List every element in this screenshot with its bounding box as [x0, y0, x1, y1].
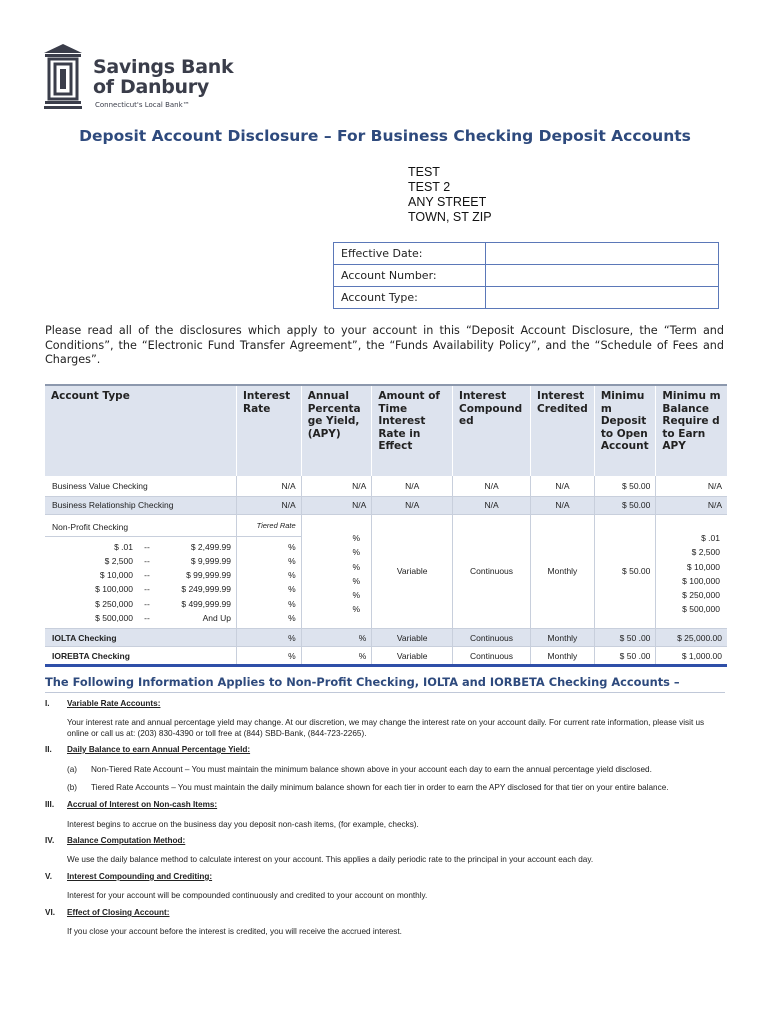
- tier-apy: %: [352, 604, 360, 615]
- table-cell: $ 50 .00: [594, 647, 656, 666]
- tier-range: [50, 540, 231, 554]
- table-cell: N/A: [237, 476, 302, 496]
- table-cell: $ 1,000.00: [656, 647, 727, 666]
- tier-apy: %: [352, 561, 360, 572]
- section-2b-body: Tiered Rate Accounts – You must maintain the daily minimum balance shown for each tier in order to earn the APY disclosed for that tier on your entire balance.: [91, 783, 669, 792]
- tier-dash: --: [144, 541, 150, 552]
- table-cell: Non-Profit Checking: [45, 514, 237, 536]
- table-row: [45, 476, 727, 496]
- col-header: Minimu m Deposit to Open Account: [594, 385, 656, 476]
- section-6-body: If you close your account before the interest is credited, you will receive the accrued interest.: [67, 927, 402, 936]
- tier-min-balance: $ 10,000: [686, 561, 720, 572]
- table-cell: Business Relationship Checking: [45, 496, 237, 514]
- tier-min-balance: $ .01: [701, 533, 720, 543]
- mailing-address: [408, 165, 492, 225]
- effective-date-label: Effective Date:: [334, 243, 486, 265]
- table-row: [45, 629, 727, 647]
- effective-date-value: [486, 243, 719, 265]
- address-line: TEST 2: [408, 180, 451, 194]
- section-1-heading: [45, 699, 725, 711]
- table-cell: N/A: [237, 496, 302, 514]
- section-title: Effect of Closing Account:: [67, 908, 170, 917]
- section-2-heading: [45, 745, 725, 757]
- item-label: (a): [67, 765, 78, 774]
- tier-apy-column: [340, 531, 360, 617]
- section-5-heading: [45, 872, 725, 884]
- table-cell: N/A: [372, 496, 453, 514]
- tier-min-balance: $ 100,000: [682, 575, 720, 586]
- tier-high: $ 99,999.99: [186, 570, 231, 581]
- section-1-body: Your interest rate and annual percentage yield may change. At our discretion, we may change the interest rate on your account daily. For current rate information, please visit us online or call us at: (203) 830-4390 or toll free at (844) SBD-Bank, (844-723-2265).: [67, 718, 705, 738]
- table-cell: Tiered Rate: [237, 514, 302, 536]
- table-cell: Variable: [372, 514, 453, 629]
- bank-building-icon: [44, 44, 82, 110]
- table-cell: N/A: [453, 496, 531, 514]
- account-info-box: [333, 242, 719, 309]
- table-cell: %: [301, 647, 372, 666]
- section-title: Interest Compounding and Crediting:: [67, 872, 213, 881]
- table-cell: Variable: [372, 629, 453, 647]
- table-cell: $ 50.00: [594, 496, 656, 514]
- table-cell: Business Value Checking: [45, 476, 237, 496]
- section-number: V.: [45, 872, 52, 881]
- table-cell: [45, 536, 237, 629]
- rates-table: [45, 384, 727, 667]
- tier-apy: %: [352, 590, 360, 601]
- table-row: [45, 496, 727, 514]
- section-4-heading: [45, 836, 725, 848]
- tier-range: [50, 582, 231, 596]
- section-number: IV.: [45, 836, 55, 845]
- table-cell: Continuous: [453, 629, 531, 647]
- tier-range: [50, 611, 231, 625]
- col-header: Interest Credited: [531, 385, 595, 476]
- tier-high: $ 9,999.99: [190, 555, 231, 566]
- table-cell: $ 50.00: [594, 476, 656, 496]
- heading-divider: [45, 692, 725, 693]
- tier-rate: %: [288, 612, 296, 623]
- table-cell: N/A: [531, 476, 595, 496]
- table-cell: %: [237, 629, 302, 647]
- table-cell: [237, 536, 302, 629]
- table-header-row: [45, 385, 727, 476]
- col-header: Interest Rate: [237, 385, 302, 476]
- col-header: Minimu m Balance Require d to Earn APY: [656, 385, 727, 476]
- section-3-heading: [45, 800, 725, 812]
- tier-rate: %: [288, 570, 296, 581]
- section-number: VI.: [45, 908, 56, 917]
- account-number-value: [486, 265, 719, 287]
- logo-line-1: Savings Bank: [93, 56, 234, 78]
- page-title: Deposit Account Disclosure – For Business Checking Deposit Accounts: [79, 127, 691, 145]
- table-cell: Monthly: [531, 629, 595, 647]
- tier-rate: %: [288, 584, 296, 595]
- table-cell: [301, 514, 372, 629]
- table-cell: N/A: [301, 476, 372, 496]
- table-cell: $ 50 .00: [594, 629, 656, 647]
- logo-tagline: Connecticut's Local Bank™: [95, 101, 190, 109]
- address-line: TEST: [408, 165, 440, 179]
- table-row: [45, 514, 727, 536]
- account-type-row: [334, 287, 719, 309]
- tier-high: $ 2,499.99: [190, 541, 231, 552]
- account-type-label: Account Type:: [334, 287, 486, 309]
- table-cell: Monthly: [531, 647, 595, 666]
- col-header: Interest Compound ed: [453, 385, 531, 476]
- tier-low: $ 500,000: [95, 612, 133, 623]
- tier-high: $ 499,999.99: [181, 598, 231, 609]
- col-header: Account Type: [45, 385, 237, 476]
- table-cell: IOREBTA Checking: [45, 647, 237, 666]
- table-cell: $ 50.00: [594, 514, 656, 629]
- table-cell: N/A: [656, 496, 727, 514]
- tier-low: $ 10,000: [99, 570, 133, 581]
- section-2a-body: Non-Tiered Rate Account – You must maintain the minimum balance shown above in your account each day to earn the annual percentage yield disclosed.: [91, 765, 652, 774]
- tier-range: [50, 568, 231, 582]
- table-cell: N/A: [301, 496, 372, 514]
- table-cell: N/A: [372, 476, 453, 496]
- tier-rate: %: [288, 555, 296, 566]
- tier-rate: %: [288, 541, 296, 552]
- section-6-heading: [45, 908, 725, 920]
- table-cell: $ 25,000.00: [656, 629, 727, 647]
- table-cell: N/A: [656, 476, 727, 496]
- section-title: Variable Rate Accounts:: [67, 699, 161, 708]
- tier-dash: --: [144, 584, 150, 595]
- section-4-body: We use the daily balance method to calculate interest on your account. This applies a daily periodic rate to the principal in your account each day.: [67, 855, 594, 864]
- logo-wordmark: [93, 57, 233, 97]
- section-number: I.: [45, 699, 50, 708]
- tier-low: $ 250,000: [95, 598, 133, 609]
- tier-apy: %: [352, 547, 360, 558]
- table-cell: N/A: [453, 476, 531, 496]
- section-title: Balance Computation Method:: [67, 836, 186, 845]
- col-header: Amount of Time Interest Rate in Effect: [372, 385, 453, 476]
- effective-date-row: [334, 243, 719, 265]
- tier-high: $ 249,999.99: [181, 584, 231, 595]
- tier-low: $ 100,000: [95, 584, 133, 595]
- tier-dash: --: [144, 570, 150, 581]
- address-line: TOWN, ST ZIP: [408, 210, 492, 224]
- section-3-body: Interest begins to accrue on the business day you deposit non-cash items, (for example, checks).: [67, 820, 419, 829]
- account-type-value: [486, 287, 719, 309]
- tier-dash: --: [144, 555, 150, 566]
- tier-dash: --: [144, 612, 150, 623]
- table-cell: Continuous: [453, 514, 531, 629]
- tier-range: [50, 597, 231, 611]
- tier-dash: --: [144, 598, 150, 609]
- tier-apy: %: [352, 533, 360, 543]
- tier-high: And Up: [202, 612, 231, 623]
- section-title: Daily Balance to earn Annual Percentage Yield:: [67, 745, 251, 754]
- logo-line-2: of Danbury: [93, 76, 209, 98]
- account-number-row: [334, 265, 719, 287]
- tier-min-balance: $ 500,000: [682, 604, 720, 615]
- tier-min-balance: $ 2,500: [691, 547, 720, 558]
- table-cell: Monthly: [531, 514, 595, 629]
- section-title: Accrual of Interest on Non-cash Items:: [67, 800, 218, 809]
- table-cell: Variable: [372, 647, 453, 666]
- intro-paragraph: Please read all of the disclosures which apply to your account in this “Deposit Account Disclosure, the “Term and Conditions”, the “Electronic Fund Transfer Agreement”, the “Funds Availability Policy”, and the “Schedule of Fees and Charges”.: [45, 324, 724, 366]
- section-heading: The Following Information Applies to Non-Profit Checking, IOLTA and IORBETA Checking Accounts –: [45, 675, 680, 689]
- tier-min-balance-column: [650, 531, 720, 617]
- table-cell: IOLTA Checking: [45, 629, 237, 647]
- tier-low: $ .01: [114, 541, 133, 552]
- col-header: Annual Percenta ge Yield, (APY): [301, 385, 372, 476]
- section-number: III.: [45, 800, 55, 809]
- item-label: (b): [67, 783, 78, 792]
- table-cell: Continuous: [453, 647, 531, 666]
- section-5-body: Interest for your account will be compounded continuously and credited to your account on monthly.: [67, 891, 428, 900]
- section-number: II.: [45, 745, 52, 754]
- tier-apy: %: [352, 575, 360, 586]
- tier-range: [50, 554, 231, 568]
- table-cell: %: [301, 629, 372, 647]
- table-row: [45, 647, 727, 666]
- account-number-label: Account Number:: [334, 265, 486, 287]
- table-cell: %: [237, 647, 302, 666]
- table-cell: N/A: [531, 496, 595, 514]
- tier-min-balance: $ 250,000: [682, 590, 720, 601]
- tier-low: $ 2,500: [104, 555, 133, 566]
- tier-rate: %: [288, 598, 296, 609]
- address-line: ANY STREET: [408, 195, 487, 209]
